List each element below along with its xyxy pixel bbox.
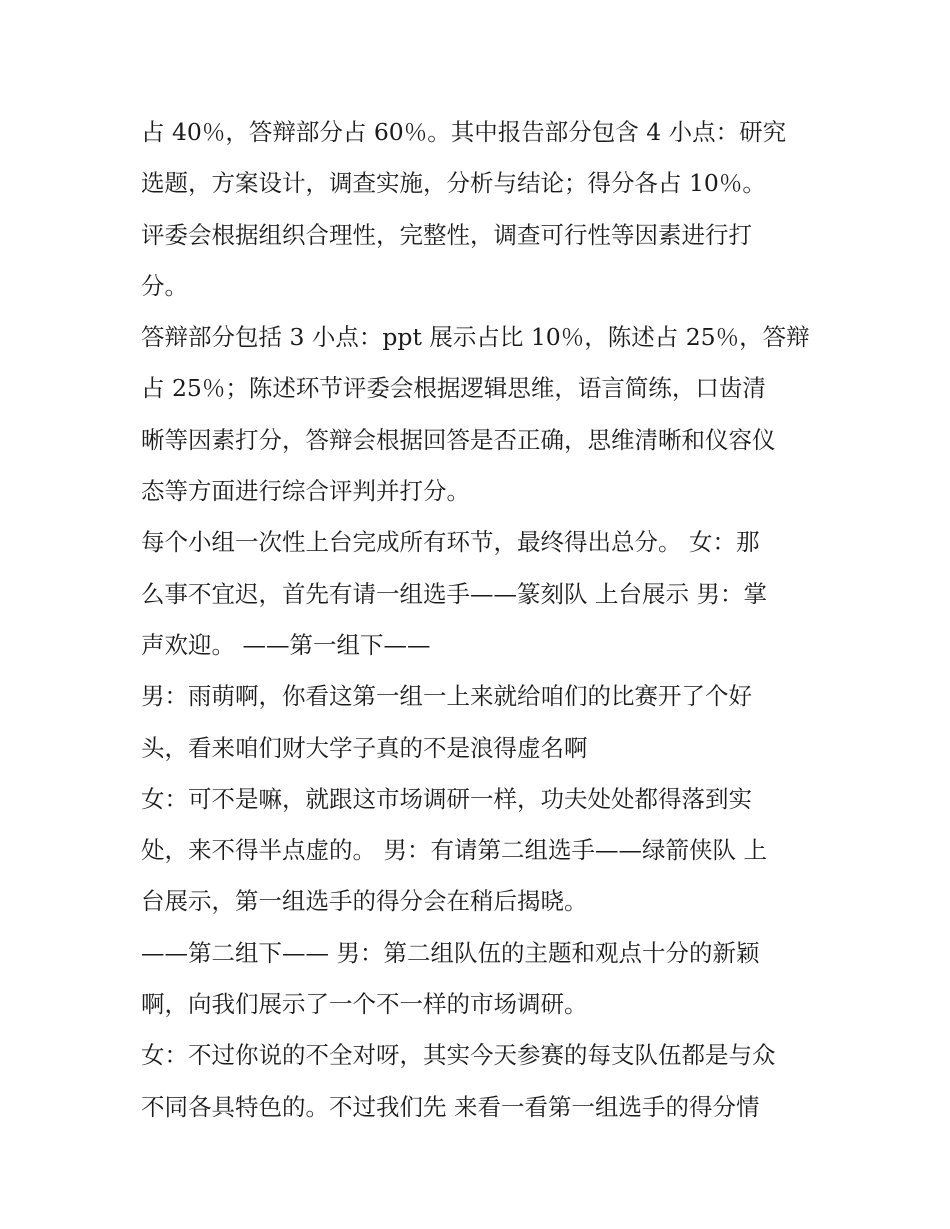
text-line: 啊，向我们展示了一个不一样的市场调研。	[141, 990, 588, 1019]
text-line: 男：雨萌啊，你看这第一组一上来就给咱们的比赛开了个好	[141, 682, 752, 711]
text-line: 每个小组一次性上台完成所有环节，最终得出总分。 女：那	[141, 528, 760, 557]
text-line: 占 40％，答辩部分占 60％。其中报告部分包含 4 小点：研究	[141, 118, 787, 146]
text-line: 处，来不得半点虚的。 男：有请第二组选手——绿箭侠队 上	[141, 836, 767, 865]
text-line: 头，看来咱们财大学子真的不是浪得虚名啊	[141, 733, 588, 762]
document-body	[141, 107, 813, 1133]
text-line: 评委会根据组织合理性，完整性，调查可行性等因素进行打	[141, 220, 752, 249]
text-line: 台展示，第一组选手的得分会在稍后揭晓。	[141, 887, 588, 916]
text-line: 么事不宜迟，首先有请一组选手——篆刻队 上台展示 男：掌	[141, 579, 767, 608]
text-line: 态等方面进行综合评判并打分。	[141, 477, 470, 506]
text-line: 晰等因素打分，答辩会根据回答是否正确，思维清晰和仪容仪	[141, 425, 776, 454]
text-line: 选题，方案设计，调查实施，分析与结论；得分各占 10％。	[141, 169, 766, 198]
text-line: 分。	[141, 271, 188, 300]
text-line: 占 25％；陈述环节评委会根据逻辑思维，语言简练，口齿清	[141, 374, 766, 403]
text-line: 女：不过你说的不全对呀，其实今天参赛的每支队伍都是与众	[141, 1041, 776, 1070]
text-line: 不同各具特色的。不过我们先 来看一看第一组选手的得分情	[141, 1092, 760, 1121]
text-line: 答辩部分包括 3 小点：ppt 展示占比 10％，陈述占 25％，答辩	[141, 323, 810, 352]
text-line: 声欢迎。 ——第一组下——	[141, 630, 431, 659]
text-line: 女：可不是嘛，就跟这市场调研一样，功夫处处都得落到实	[141, 784, 752, 813]
text-line: ——第二组下—— 男：第二组队伍的主题和观点十分的新颖	[141, 938, 760, 967]
